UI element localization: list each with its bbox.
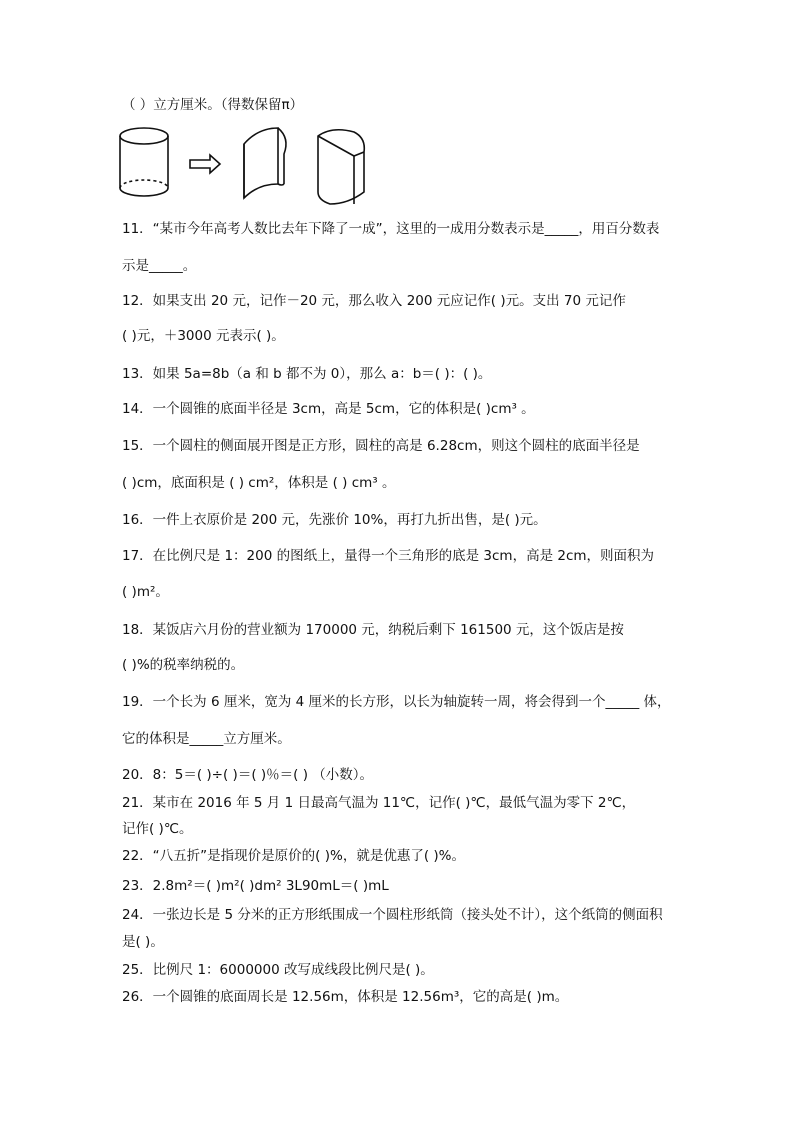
question-line-5: ( )元，＋3000 元表示( )。 — [122, 328, 285, 344]
question-line-14: ( )%的税率纳税的。 — [122, 657, 245, 673]
question-line-10: 16．一件上衣原价是 200 元，先涨价 10%，再打九折出售，是( )元。 — [122, 512, 547, 528]
question-line-13: 18．某饭店六月份的营业额为 170000 元，纳税后剩下 161500 元，这个饭店是按 — [122, 622, 624, 638]
question-line-15: 19．一个长为 6 厘米，宽为 4 厘米的长方形，以长为轴旋转一周，将会得到一个_____ 体， — [122, 694, 671, 710]
question-line-4: 12．如果支出 20 元，记作－20 元，那么收入 200 元应记作( )元。支出 70 元记作 — [122, 293, 626, 309]
question-line-18: 21．某市在 2016 年 5 月 1 日最高气温为 11℃，记作( )℃，最低气温为零下 2℃， — [122, 795, 636, 811]
question-line-21: 23．2.8m²＝( )m²( )dm² 3L90mL＝( )mL — [122, 878, 389, 894]
question-line-22: 24．一张边长是 5 分米的正方形纸围成一个圆柱形纸筒（接头处不计），这个纸筒的侧面积 — [122, 907, 663, 923]
question-line-9: ( )cm，底面积是 ( ) cm²，体积是 ( ) cm³ 。 — [122, 475, 396, 491]
cylinder-figure — [118, 126, 378, 206]
question-line-24: 25．比例尺 1：6000000 改写成线段比例尺是( )。 — [122, 962, 434, 978]
question-line-17: 20．8：5＝( )÷( )＝( )％＝( ) （小数）。 — [122, 767, 374, 783]
question-line-6: 13．如果 5a=8b（a 和 b 都不为 0），那么 a：b＝( )：( )。 — [122, 366, 492, 382]
question-line-8: 15．一个圆柱的侧面展开图是正方形，圆柱的高是 6.28cm，则这个圆柱的底面半径是 — [122, 438, 640, 454]
question-line-1: （ ）立方厘米。（得数保留π） — [122, 97, 304, 113]
question-line-19: 记作( )℃。 — [122, 821, 193, 837]
question-line-2: 11．“某市今年高考人数比去年下降了一成”，这里的一成用分数表示是_____，用百分数表 — [122, 221, 660, 237]
question-line-11: 17．在比例尺是 1：200 的图纸上，量得一个三角形的底是 3cm，高是 2cm，则面积为 — [122, 548, 655, 564]
question-line-25: 26．一个圆锥的底面周长是 12.56m，体积是 12.56m³，它的高是( )m。 — [122, 989, 569, 1005]
question-line-3: 示是_____。 — [122, 258, 197, 274]
question-line-12: ( )m²。 — [122, 584, 169, 600]
question-line-20: 22．“八五折”是指现价是原价的( )%，就是优惠了( )%。 — [122, 848, 465, 864]
question-line-16: 它的体积是_____立方厘米。 — [122, 731, 291, 747]
question-line-23: 是( )。 — [122, 934, 164, 950]
question-line-7: 14．一个圆锥的底面半径是 3cm，高是 5cm，它的体积是( )cm³ 。 — [122, 401, 535, 417]
